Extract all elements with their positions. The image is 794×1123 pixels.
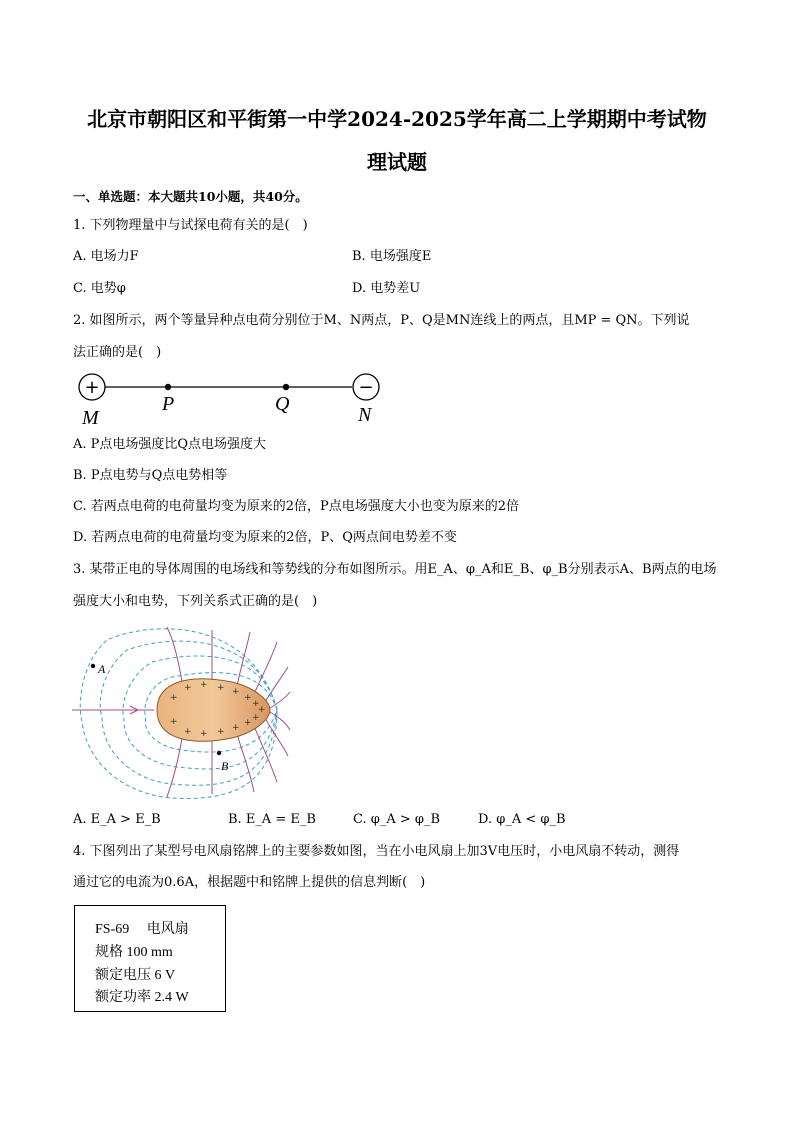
svg-text:+: + [217, 727, 225, 737]
page-title: 北京市朝阳区和平街第一中学2024-2025学年高二上学期期中考试物 [87, 107, 707, 131]
label-n: N [358, 404, 372, 426]
svg-text:+: + [252, 713, 260, 723]
q1-option-b: B. 电场强度E [352, 249, 432, 264]
q4-stem-line1: 4. 下图列出了某型号电风扇铭牌上的主要参数如图，当在小电风扇上加3V电压时，小电风扇不转动，测得 [73, 844, 680, 859]
negative-charge-sign: − [358, 377, 374, 398]
nameplate-spec: 规格 100 mm [95, 945, 173, 960]
svg-text:+: + [217, 683, 225, 693]
svg-text:+: + [244, 718, 252, 728]
q3-option-a: A. E_A > E_B [73, 812, 161, 827]
svg-text:+: + [200, 680, 208, 690]
nameplate-power: 额定功率 2.4 W [95, 990, 189, 1005]
q1-option-d: D. 电势差U [352, 281, 421, 296]
q2-option-c: C. 若两点电荷的电荷量均变为原来的2倍，P点电场强度大小也变为原来的2倍 [73, 499, 520, 514]
q2-stem-line2: 法正确的是( ) [73, 345, 162, 360]
positive-charge-sign: + [84, 377, 100, 398]
q3-option-c: C. φ_A > φ_B [353, 812, 441, 827]
svg-text:+: + [184, 727, 192, 737]
q3-stem-line1: 3. 某带正电的导体周围的电场线和等势线的分布如图所示。用E_A、φ_A和E_B、φ_B分别表示A、B两点的电场 [73, 562, 717, 577]
svg-text:+: + [170, 693, 178, 703]
point-b-dot [217, 751, 221, 755]
svg-text:+: + [252, 699, 260, 709]
q2-option-d: D. 若两点电荷的电荷量均变为原来的2倍，P、Q两点间电势差不变 [73, 530, 457, 545]
point-charges-figure [70, 370, 390, 430]
label-b: B [221, 759, 229, 773]
svg-text:+: + [232, 723, 240, 733]
nameplate-voltage: 额定电压 6 V [95, 968, 176, 983]
q3-option-b: B. E_A = E_B [228, 812, 316, 827]
label-a: A [98, 662, 106, 676]
charged-conductor [157, 679, 270, 741]
fan-nameplate [74, 905, 226, 1012]
q1-option-a: A. 电场力F [73, 249, 139, 264]
conductor-field-figure [72, 622, 292, 802]
svg-text:+: + [232, 687, 240, 697]
section-heading: 一、单选题：本大题共10小题，共40分。 [73, 189, 308, 204]
nameplate-model: FS-69 电风扇 [95, 922, 189, 937]
q2-option-b: B. P点电势与Q点电势相等 [73, 468, 228, 483]
q4-stem-line2: 通过它的电流为0.6A，根据题中和铭牌上提供的信息判断( ) [73, 875, 426, 890]
q2-stem-line1: 2. 如图所示，两个等量异种点电荷分别位于M、N两点，P、Q是MN连线上的两点，且MP = QN。下列说 [73, 313, 690, 328]
label-p: P [162, 393, 175, 415]
svg-text:+: + [170, 717, 178, 727]
q1-stem: 1. 下列物理量中与试探电荷有关的是( ) [73, 218, 308, 233]
svg-text:+: + [258, 705, 266, 715]
q1-option-c: C. 电势φ [73, 281, 126, 296]
point-a-dot [91, 664, 95, 668]
q2-option-a: A. P点电场强度比Q点电场强度大 [73, 437, 267, 452]
q3-option-d: D. φ_A < φ_B [478, 812, 566, 827]
svg-text:+: + [200, 729, 208, 739]
point-q-dot [283, 384, 289, 390]
page-title-line2: 理试题 [367, 150, 427, 174]
label-m: M [82, 407, 99, 429]
svg-text:+: + [184, 683, 192, 693]
svg-text:+: + [244, 693, 252, 703]
point-p-dot [165, 384, 171, 390]
label-q: Q [275, 393, 290, 415]
q3-stem-line2: 强度大小和电势，下列关系式正确的是( ) [73, 594, 318, 609]
